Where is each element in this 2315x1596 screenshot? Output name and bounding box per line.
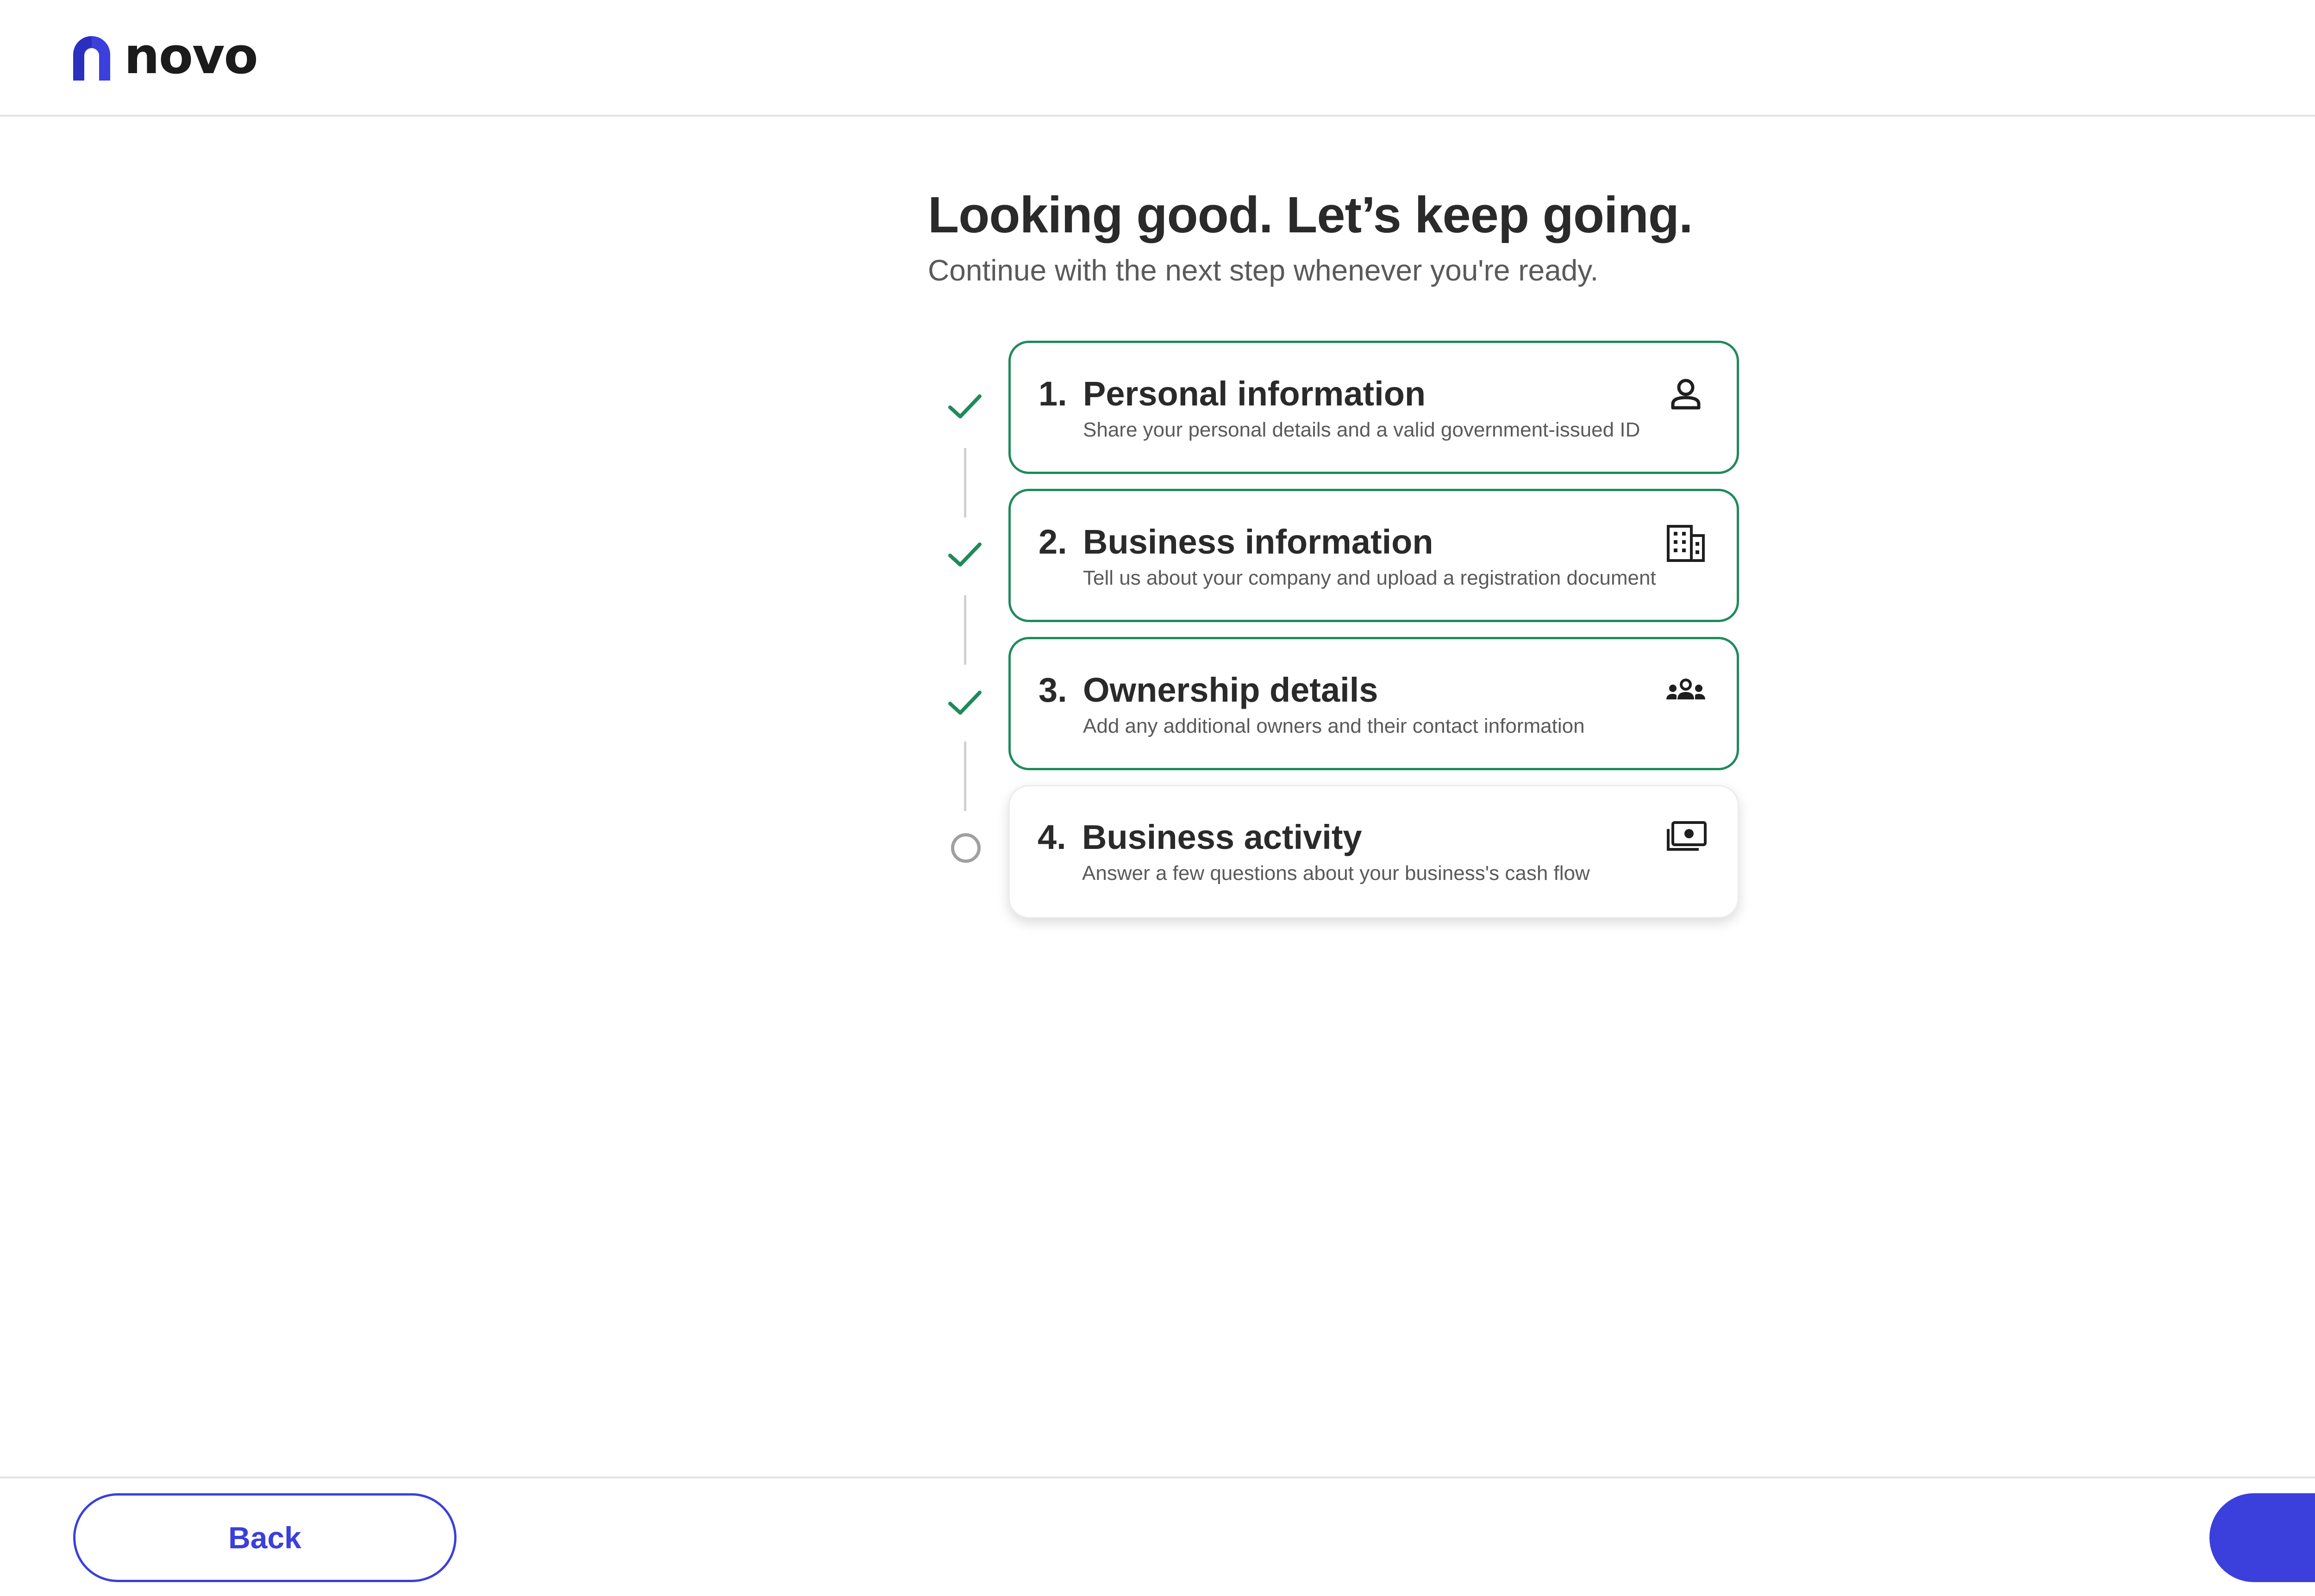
- checkmark-icon: [947, 537, 982, 572]
- main-content: [928, 183, 1743, 291]
- cash-icon: [1664, 816, 1709, 860]
- step-title: Ownership details: [1083, 671, 1378, 709]
- step-ownership-details: [945, 637, 1741, 770]
- step-title: Business information: [1083, 523, 1433, 561]
- back-button[interactable]: Back: [73, 1493, 457, 1582]
- step-card[interactable]: [1008, 341, 1739, 474]
- step-personal-information: [945, 341, 1741, 474]
- step-description: Tell us about your company and upload a registration document: [1083, 567, 1656, 589]
- step-title: Personal information: [1083, 374, 1426, 413]
- page-subtitle: Continue with the next step whenever you're ready.: [928, 254, 1599, 287]
- step-card[interactable]: [1008, 637, 1739, 770]
- checkmark-icon: [947, 685, 982, 720]
- person-icon: [1664, 373, 1708, 417]
- step-status: [945, 785, 985, 918]
- building-icon: [1664, 521, 1708, 565]
- step-description: Share your personal details and a valid government-issued ID: [1083, 418, 1640, 441]
- pending-circle-icon: [951, 833, 981, 863]
- step-title: Business activity: [1082, 818, 1362, 856]
- group-icon: [1664, 669, 1708, 713]
- step-business-information: [945, 489, 1741, 622]
- step-description: Answer a few questions about your business's cash flow: [1082, 862, 1590, 885]
- novo-logo[interactable]: [73, 27, 257, 85]
- logo-text: novo: [124, 27, 257, 85]
- step-number: 1.: [1039, 374, 1067, 413]
- step-number: 3.: [1039, 671, 1067, 709]
- next-button[interactable]: [2209, 1493, 2315, 1582]
- step-business-activity: [945, 785, 1741, 918]
- top-bar: [0, 0, 2315, 117]
- step-number: 4.: [1038, 818, 1066, 856]
- checkmark-icon: [947, 389, 982, 424]
- step-description: Add any additional owners and their contact information: [1083, 715, 1585, 737]
- novo-logo-icon: [73, 36, 116, 81]
- page-title: Looking good. Let’s keep going.: [928, 187, 1693, 243]
- step-card[interactable]: [1008, 489, 1739, 622]
- step-number: 2.: [1039, 523, 1067, 561]
- step-card[interactable]: [1008, 785, 1739, 918]
